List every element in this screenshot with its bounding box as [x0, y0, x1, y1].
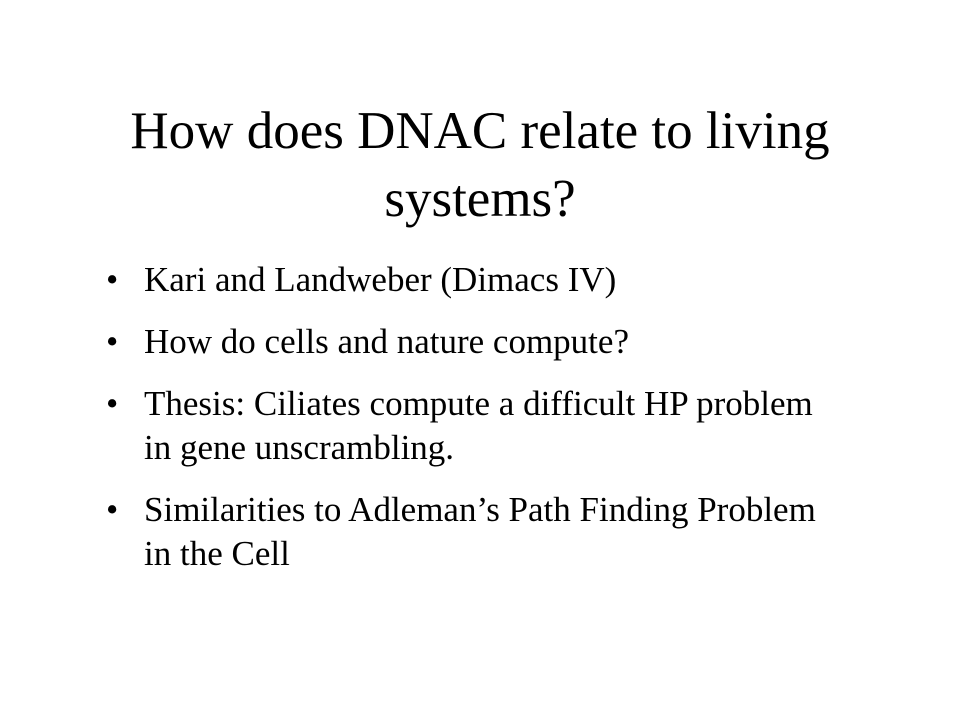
bullet-text-1: Kari and Landweber (Dimacs IV): [144, 260, 617, 299]
bullet-icon: •: [106, 260, 119, 299]
bullet-list: [104, 258, 844, 594]
bullet-item-1: [104, 258, 844, 302]
slide-title: How does DNAC relate to living systems?: [130, 102, 830, 228]
bullet-text-3: Thesis: Ciliates compute a difficult HP problem in gene unscrambling.: [144, 384, 813, 467]
bullet-item-3: [104, 382, 844, 470]
bullet-icon: •: [106, 384, 119, 423]
bullet-text-2: How do cells and nature compute?: [144, 322, 629, 361]
bullet-icon: •: [106, 490, 119, 529]
bullet-item-4: [104, 488, 844, 576]
bullet-item-2: [104, 320, 844, 364]
bullet-text-4: Similarities to Adleman’s Path Finding Problem in the Cell: [144, 490, 816, 573]
bullet-icon: •: [106, 322, 119, 361]
